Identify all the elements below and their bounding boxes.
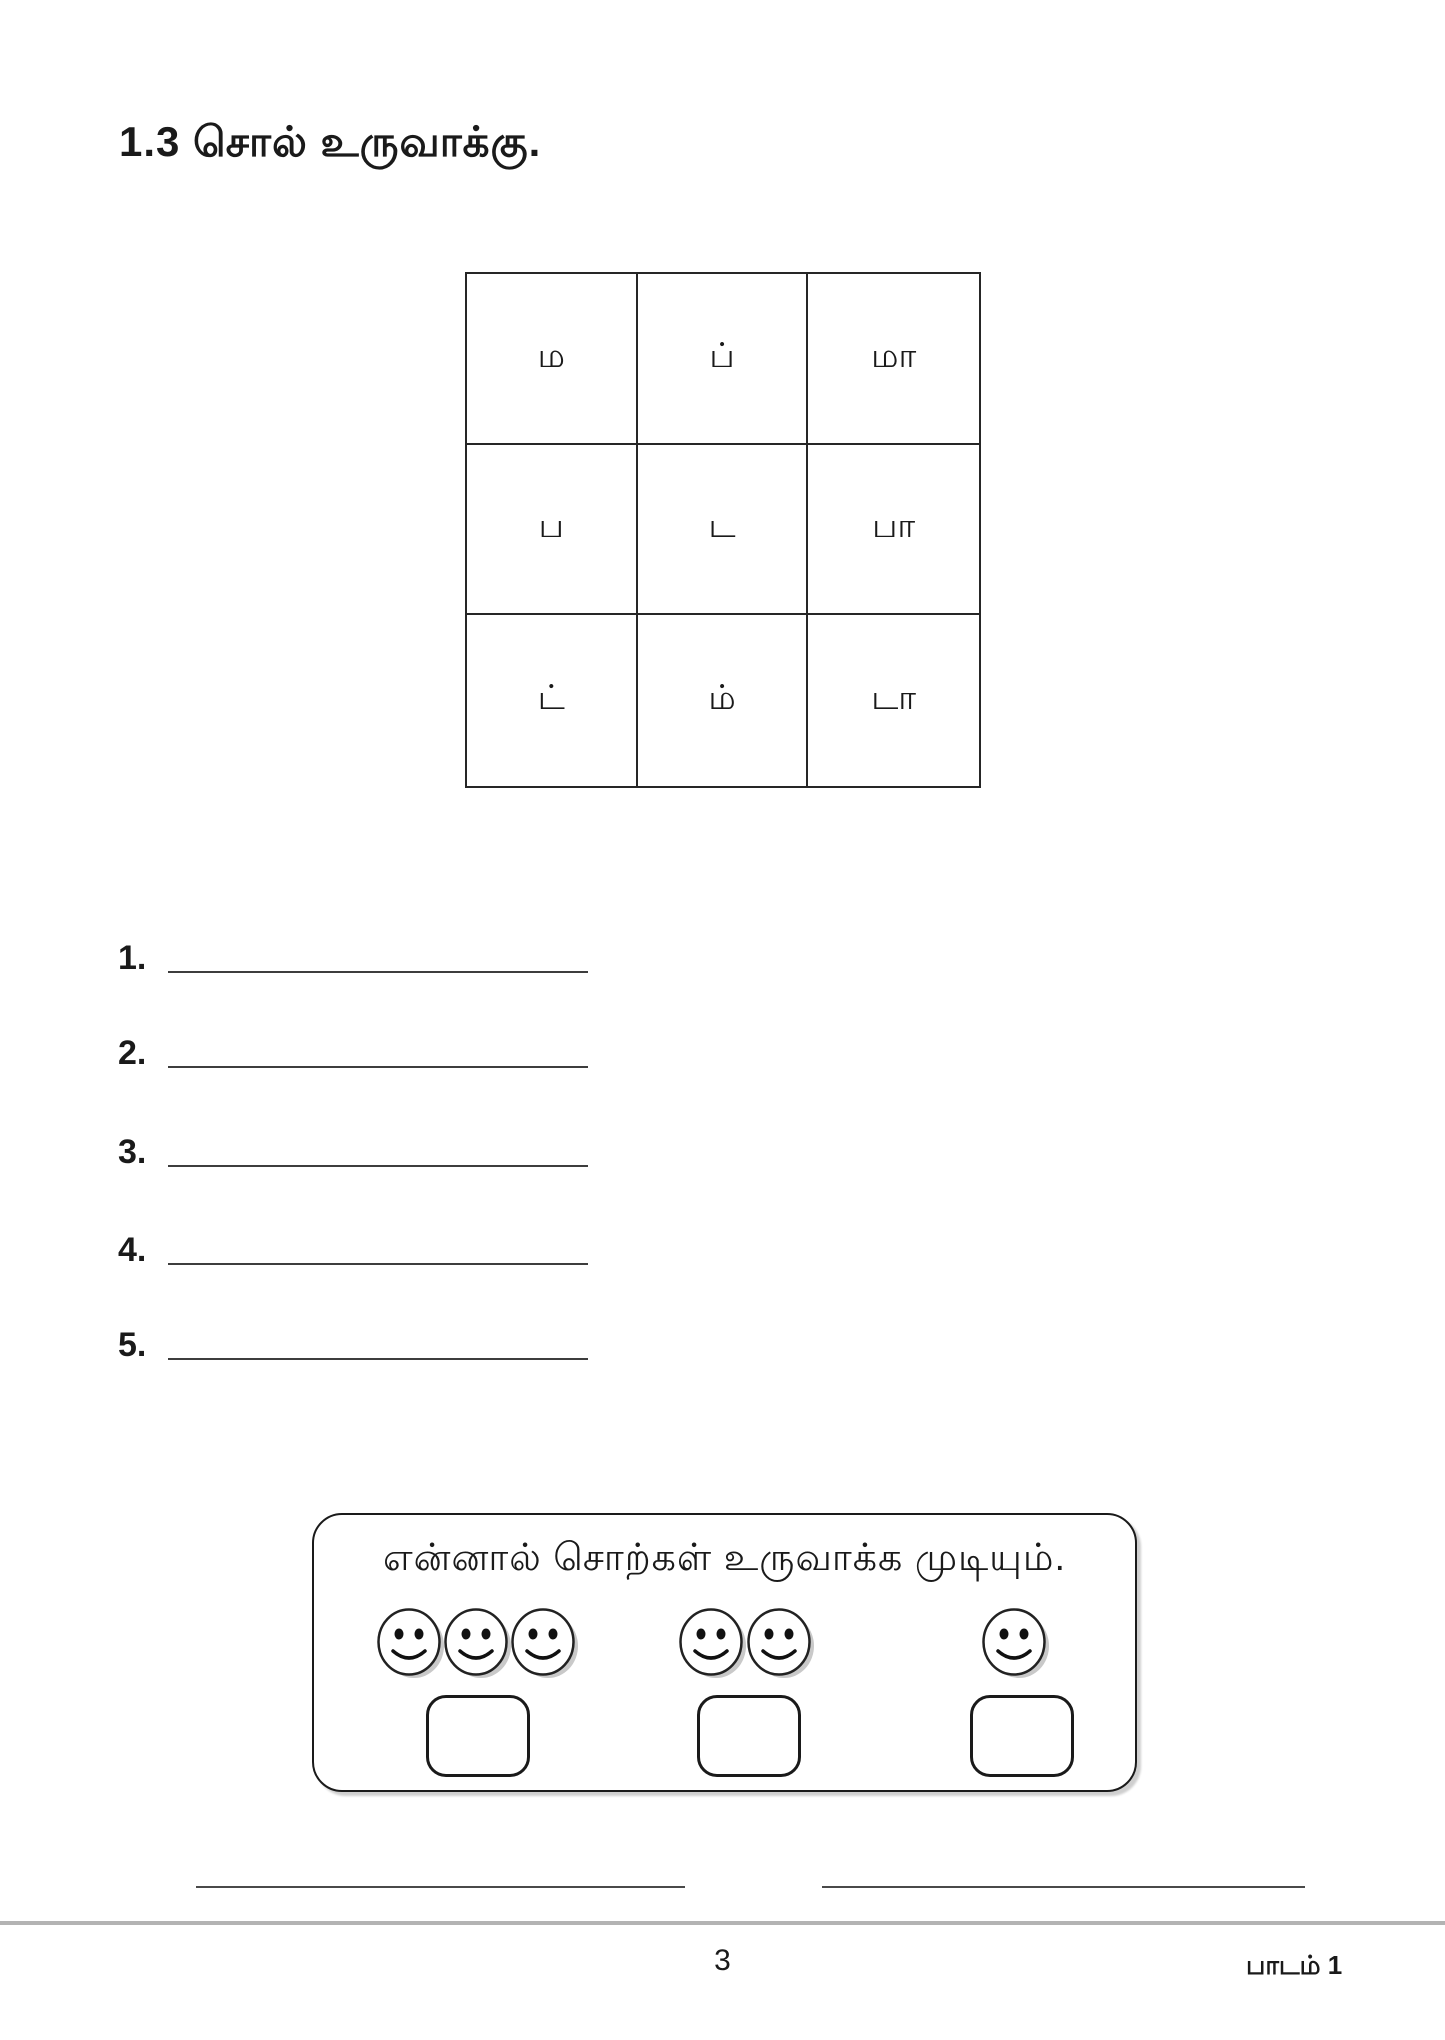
grid-cell: பா — [808, 445, 979, 616]
question-number-4: 4. — [118, 1231, 147, 1269]
self-assessment-title: என்னால் சொற்கள் உருவாக்க முடியும். — [382, 1537, 1067, 1579]
question-number-1: 1. — [118, 939, 147, 977]
footer-divider — [0, 1921, 1445, 1925]
answer-blank-4[interactable] — [168, 1263, 588, 1265]
grid-cell: மா — [808, 274, 979, 445]
grid-cell: ட் — [467, 615, 638, 786]
grid-cell: டா — [871, 679, 917, 718]
assessment-checkbox-1-smiley[interactable] — [970, 1695, 1074, 1777]
assessment-checkbox-2-smileys[interactable] — [697, 1695, 801, 1777]
page-number: 3 — [714, 1944, 731, 1977]
smiley-face-icon — [510, 1607, 580, 1679]
answer-blank-2[interactable] — [168, 1066, 588, 1068]
smiley-face-icon — [746, 1607, 816, 1679]
question-number-2: 2. — [118, 1034, 147, 1072]
signature-blank-right[interactable] — [822, 1886, 1305, 1888]
grid-cell: ம் — [638, 615, 809, 786]
smiley-face-icon — [443, 1607, 513, 1679]
question-number-3: 3. — [118, 1133, 147, 1171]
grid-cell: ப் — [638, 274, 809, 445]
lesson-label: பாடம் 1 — [1246, 1950, 1343, 1980]
smiley-face-icon — [376, 1607, 446, 1679]
signature-blank-left[interactable] — [196, 1886, 685, 1888]
grid-cell: ம — [467, 274, 638, 445]
question-number-5: 5. — [118, 1326, 147, 1364]
answer-blank-5[interactable] — [168, 1358, 588, 1360]
assessment-checkbox-3-smileys[interactable] — [426, 1695, 530, 1777]
smiley-face-icon — [678, 1607, 748, 1679]
letter-grid — [465, 272, 981, 788]
grid-cell: ட — [638, 445, 809, 616]
grid-cell: ப — [467, 445, 638, 616]
section-heading: 1.3 சொல் உருவாக்கு. — [119, 118, 542, 165]
self-assessment-box — [312, 1513, 1137, 1792]
answer-blank-3[interactable] — [168, 1165, 588, 1167]
answer-blank-1[interactable] — [168, 971, 588, 973]
smiley-face-icon — [981, 1607, 1051, 1679]
